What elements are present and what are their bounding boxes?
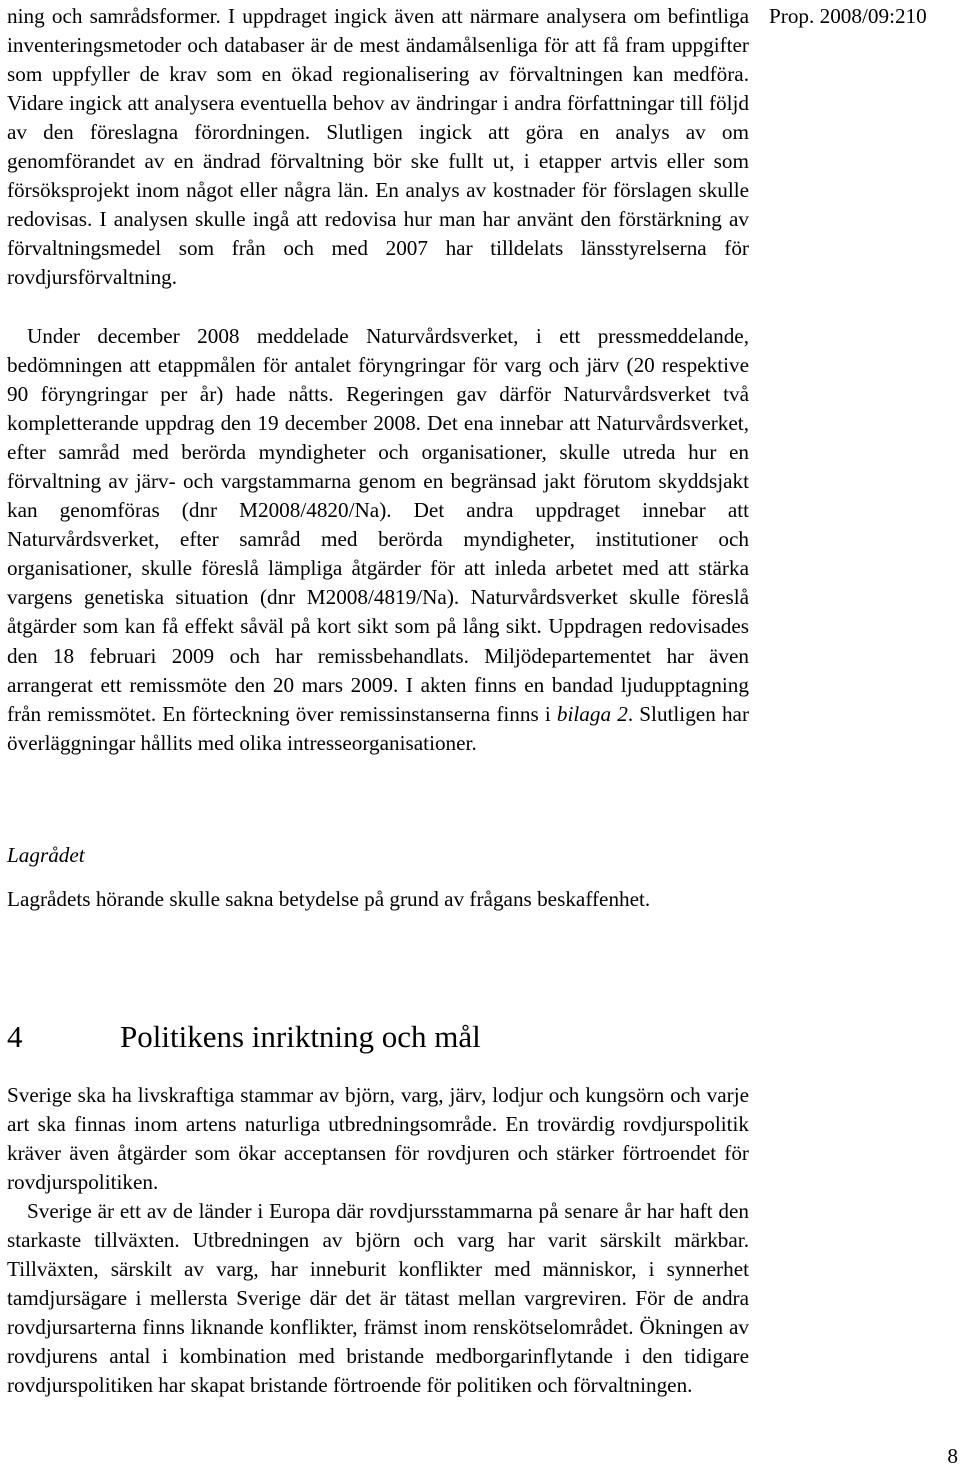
lagradet-heading: Lagrådet	[7, 843, 85, 867]
paragraph-intro-2-text: Under december 2008 meddelade Naturvårdsverket, i ett pressmeddelande, bedömningen att etappmålen för antalet föryngringar för varg och järv (20 respektive 90 föryngringar per år) hade nåtts. Regeringen gav därför Naturvårdsverket två kompletterande uppdrag den 19 december 2008. Det ena innebar att Naturvårdsverket, efter samråd med berörda myndigheter och organisationer, skulle utreda hur en förvaltning av järv- och vargstammarna genom en begränsad jakt förutom skyddsjakt kan genomföras (dnr M2008/4820/Na). Det andra uppdraget innebar att Naturvårdsverket, efter samråd med berörda myndigheter, institutioner och organisationer, skulle föreslå lämpliga åtgärder för att inleda arbetet med att stärka vargens genetiska situation (dnr M2008/4819/Na). Naturvårdsverket skulle föreslå åtgärder som kan få effekt såväl på kort sikt som på lång sikt. Uppdragen redovisades den 18 februari 2009 och har remissbehandlats. Miljödepartementet har även arrangerat ett remissmöte den 20 mars 2009. I akten finns en bandad ljudupptagning från remissmötet. En förteckning över remissinstanserna finns i	[7, 324, 749, 726]
document-reference: Prop. 2008/09:210	[769, 4, 927, 28]
lagradet-paragraph: Lagrådets hörande skulle sakna betydelse på grund av frågans beskaffenhet.	[7, 887, 651, 911]
chapter-number: 4	[7, 1019, 23, 1054]
appendix-reference: bilaga 2	[556, 701, 628, 726]
paragraph-intro-2	[7, 322, 749, 758]
page-number: 8	[947, 1444, 958, 1468]
chapter-heading	[7, 1017, 481, 1057]
paragraph-intro-1: ning och samrådsformer. I uppdraget ingick även att närmare analysera om befintliga inventeringsmetoder och databaser är de mest ändamålsenliga för att få fram uppgifter som uppfyller de krav som en ökad regionalisering av förvaltningen kan medföra. Vidare ingick att analysera eventuella behov av ändringar i andra författningar till följd av den föreslagna förordningen. Slutligen ingick att göra en analys av om genomförandet av en ändrad förvaltning bör ske fullt ut, i etapper artvis eller som försöksprojekt inom något eller några län. En analys av kostnader för förslagen skulle redovisas. I analysen skulle ingå att redovisa hur man har använt den förstärkning av förvaltningsmedel som från och med 2007 har tilldelats länsstyrelserna för rovdjursförvaltning.	[7, 4, 749, 290]
chapter-paragraph-2: Sverige är ett av de länder i Europa där rovdjursstammarna på senare år har haft den starkaste tillväxten. Utbredningen av björn och varg har varit särskilt märkbar. Tillväxten, särskilt av varg, har inneburit konflikter med människor, i synnerhet tamdjursägare i mellersta Sverige där det är tätast mellan vargreviren. För de andra rovdjursarterna finns liknande konflikter, främst inom renskötselområdet. Ökningen av rovdjurens antal i kombination med bristande medborgarinflytande i den tidigare rovdjurspolitiken har skapat bristande förtroende för politiken och förvaltningen.	[7, 1199, 749, 1398]
paragraph-intro-2-tail: . Slutligen har överläggningar hållits med olika intresseorganisationer.	[7, 701, 749, 755]
chapter-paragraph-1: Sverige ska ha livskraftiga stammar av björn, varg, järv, lodjur och kungsörn och varje art ska finnas inom artens naturliga utbredningsområde. En trovärdig rovdjurspolitik kräver även åtgärder som ökar acceptansen för rovdjuren och stärker förtroendet för rovdjurspolitiken.	[7, 1083, 749, 1195]
chapter-title: Politikens inriktning och mål	[120, 1019, 481, 1054]
